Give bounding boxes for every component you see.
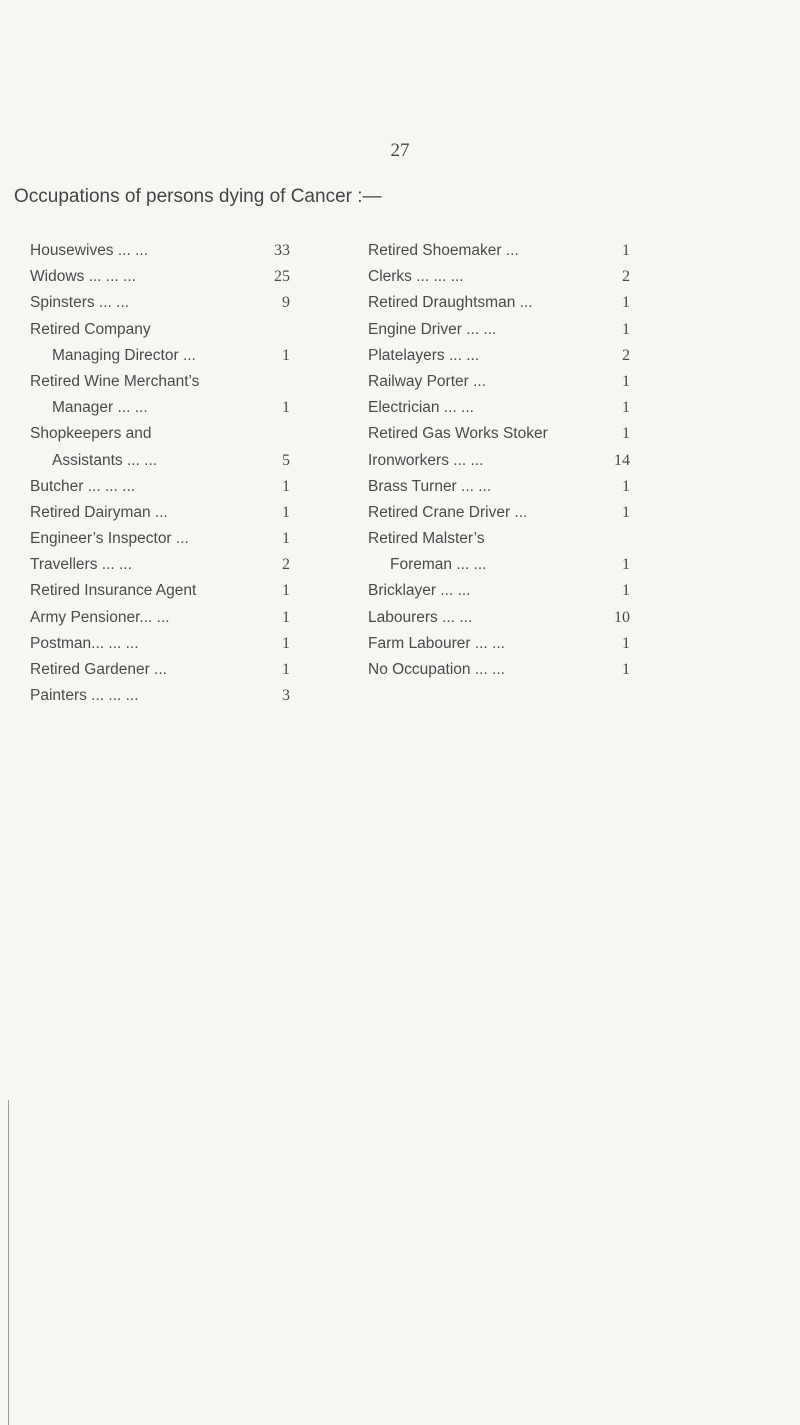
occupation-count: 3 [282, 687, 290, 705]
list-item [368, 317, 630, 343]
occupation-count: 1 [622, 320, 630, 338]
occupation-label: Railway Porter ... [368, 372, 487, 390]
list-item [30, 526, 290, 552]
list-item [30, 238, 290, 264]
occupation-count: 2 [282, 556, 290, 574]
list-item [368, 264, 630, 290]
occupation-label: Housewives ... ... [30, 242, 149, 259]
page-number: 27 [390, 140, 410, 161]
occupation-label: Retired Gas Works Stoker [368, 425, 548, 443]
occupation-label: Widows ... ... ... [30, 268, 136, 286]
occupation-count: 2 [622, 268, 630, 286]
occupation-label: Retired Draughtsman ... [368, 294, 533, 312]
list-item [368, 395, 630, 421]
list-item [368, 552, 630, 578]
list-item [368, 474, 630, 500]
occupation-count: 25 [274, 268, 290, 286]
list-item [30, 448, 290, 474]
occupation-label: Electrician ... ... [368, 399, 474, 417]
list-item [368, 448, 630, 474]
occupation-list-right [368, 238, 630, 683]
list-item [30, 421, 290, 447]
occupation-label: Retired Wine Merchant’s [30, 372, 200, 390]
occupation-count: 1 [622, 242, 630, 259]
occupation-count: 1 [622, 399, 630, 417]
occupation-label: Retired Gardener ... [30, 661, 167, 678]
list-item [368, 578, 630, 604]
list-item [368, 526, 630, 552]
occupation-label: Retired Shoemaker ... [368, 242, 519, 259]
list-item [30, 317, 290, 343]
occupation-label: Brass Turner ... ... [368, 477, 492, 495]
occupation-list-left [30, 238, 290, 709]
page-title: Occupations of persons dying of Cancer :— [14, 186, 382, 207]
occupation-label: Farm Labourer ... ... [368, 634, 505, 652]
list-item [368, 343, 630, 369]
occupation-label: Bricklayer ... ... [368, 582, 471, 600]
occupation-count: 14 [614, 451, 630, 469]
occupation-label: Managing Director ... [52, 346, 196, 364]
occupation-count: 1 [622, 661, 630, 678]
list-item [30, 343, 290, 369]
occupation-label: Engine Driver ... ... [368, 320, 497, 338]
occupation-label: Shopkeepers and [30, 425, 152, 443]
list-item [30, 683, 290, 709]
occupation-count: 10 [614, 608, 630, 626]
list-item [30, 395, 290, 421]
list-item [30, 290, 290, 316]
occupation-count: 1 [622, 503, 630, 521]
occupation-label: Ironworkers ... ... [368, 451, 484, 469]
list-item [368, 631, 630, 657]
list-item [30, 578, 290, 604]
list-item [368, 605, 630, 631]
occupation-count: 33 [274, 242, 290, 259]
occupation-label: Retired Crane Driver ... [368, 503, 528, 521]
occupation-count: 1 [622, 425, 630, 443]
occupation-count: 1 [282, 661, 290, 678]
occupation-label: Retired Malster’s [368, 530, 485, 548]
list-item [368, 657, 630, 683]
occupation-label: Retired Dairyman ... [30, 503, 168, 521]
occupation-count: 1 [282, 530, 290, 548]
list-item [30, 264, 290, 290]
occupation-label: Assistants ... ... [52, 451, 158, 469]
list-item [30, 474, 290, 500]
occupation-count: 1 [622, 477, 630, 495]
list-item [30, 552, 290, 578]
occupation-label: Clerks ... ... ... [368, 268, 464, 286]
occupation-label: Platelayers ... ... [368, 346, 480, 364]
occupation-label: No Occupation ... ... [368, 661, 505, 678]
occupation-label: Engineer’s Inspector ... [30, 530, 189, 548]
list-item [30, 657, 290, 683]
occupation-label: Retired Insurance Agent [30, 582, 197, 600]
occupation-count: 1 [622, 372, 630, 390]
occupation-label: Retired Company [30, 320, 151, 338]
occupation-label: Spinsters ... ... [30, 294, 130, 312]
occupation-count: 1 [282, 477, 290, 495]
occupation-label: Postman... ... ... [30, 634, 139, 652]
occupation-count: 1 [622, 582, 630, 600]
occupation-count: 1 [282, 608, 290, 626]
list-item [368, 500, 630, 526]
occupation-label: Butcher ... ... ... [30, 477, 136, 495]
occupation-count: 1 [282, 399, 290, 417]
occupation-count: 1 [282, 582, 290, 600]
occupation-count: 9 [282, 294, 290, 312]
occupation-count: 1 [282, 346, 290, 364]
occupation-count: 5 [282, 451, 290, 469]
list-item [30, 605, 290, 631]
occupation-count: 1 [282, 634, 290, 652]
occupation-label: Army Pensioner... ... [30, 608, 170, 626]
list-item [368, 238, 630, 264]
occupation-count: 1 [622, 634, 630, 652]
list-item [368, 290, 630, 316]
occupation-label: Labourers ... ... [368, 608, 473, 626]
occupation-count: 2 [622, 346, 630, 364]
scan-margin-line [8, 1100, 9, 1425]
list-item [368, 421, 630, 447]
occupation-count: 1 [282, 503, 290, 521]
occupation-label: Manager ... ... [52, 399, 148, 417]
occupation-count: 1 [622, 294, 630, 312]
occupation-label: Foreman ... ... [390, 556, 487, 574]
occupation-count: 1 [622, 556, 630, 574]
list-item [30, 500, 290, 526]
occupation-label: Painters ... ... ... [30, 687, 139, 705]
list-item [368, 369, 630, 395]
list-item [30, 369, 290, 395]
occupation-label: Travellers ... ... [30, 556, 132, 574]
list-item [30, 631, 290, 657]
